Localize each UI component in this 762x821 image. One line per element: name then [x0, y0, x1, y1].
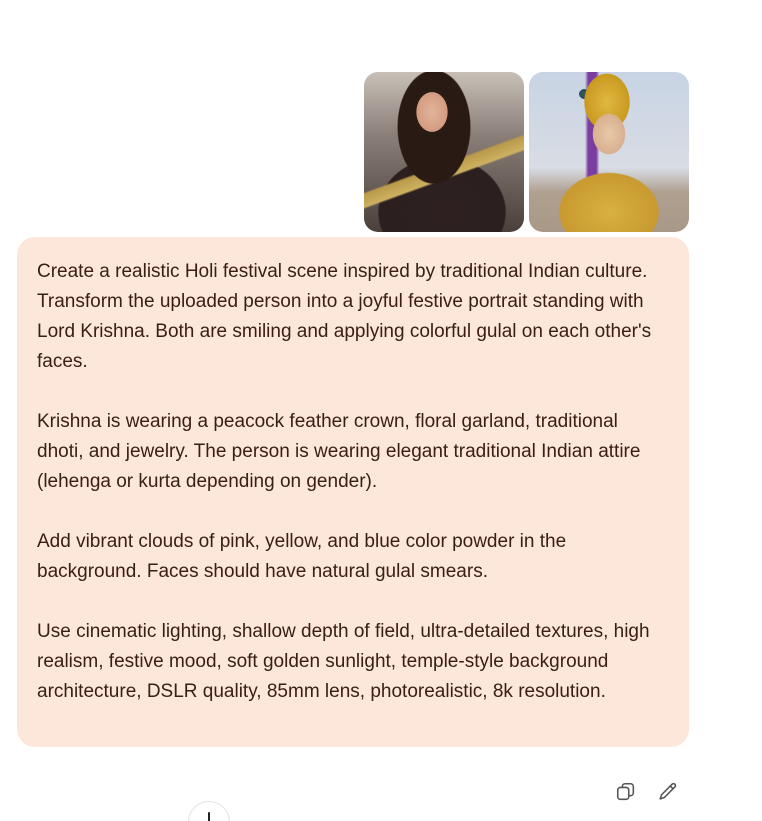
copy-button[interactable]	[614, 780, 638, 804]
attachment-image-krishna[interactable]	[529, 72, 689, 232]
copy-icon	[615, 781, 637, 803]
message-paragraph: Krishna is wearing a peacock feather crown, floral garland, traditional dhoti, and jewelry. The person is wearing elegant traditional Indian attire (lehenga or kurta depending on gender).	[37, 411, 641, 492]
message-attachments	[364, 72, 689, 232]
edit-button[interactable]	[656, 780, 680, 804]
user-message-bubble	[17, 237, 689, 747]
message-paragraph: Create a realistic Holi festival scene inspired by traditional Indian culture. Transform the uploaded person into a joyful festive portrait standing with Lord Krishna. Both are smiling and applying colorful gulal on each other's faces.	[37, 261, 652, 372]
pencil-icon	[657, 781, 679, 803]
arrow-down-icon	[202, 812, 216, 821]
message-actions	[614, 780, 680, 804]
attachment-image-woman[interactable]	[364, 72, 524, 232]
message-paragraph: Use cinematic lighting, shallow depth of field, ultra-detailed textures, high realism, festive mood, soft golden sunlight, temple-style background architecture, DSLR quality, 85mm lens, photorealistic, 8k resolution.	[37, 621, 650, 702]
message-paragraph: Add vibrant clouds of pink, yellow, and blue color powder in the background. Faces should have natural gulal smears.	[37, 531, 567, 582]
scroll-to-bottom-button[interactable]	[188, 801, 230, 821]
